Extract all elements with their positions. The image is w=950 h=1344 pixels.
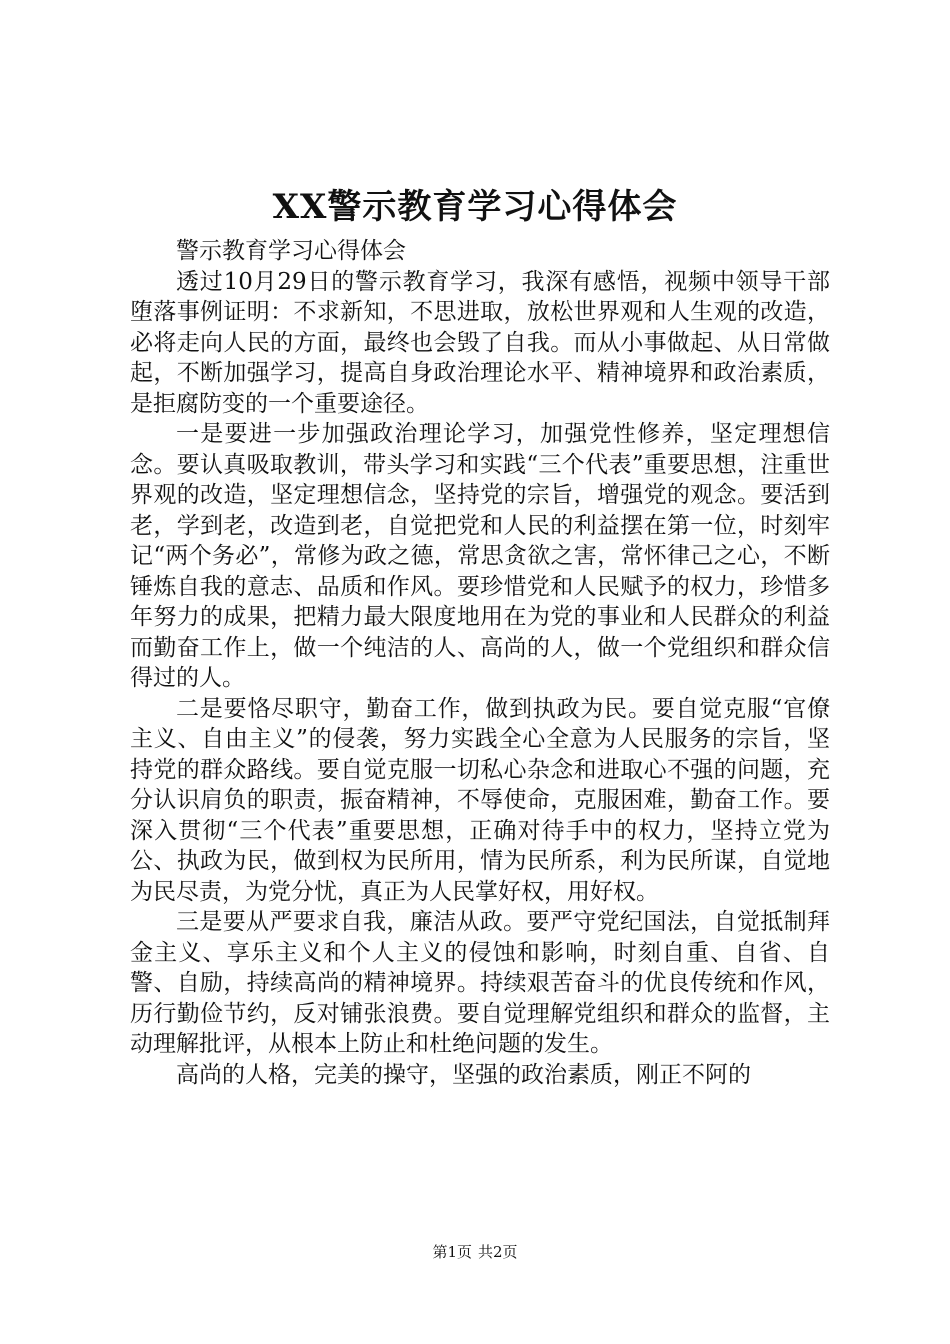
subtitle-paragraph: 警示教育学习心得体会 bbox=[176, 238, 406, 264]
page-footer bbox=[0, 1242, 950, 1262]
closing-paragraph: 高尚的人格，完美的操守，坚强的政治素质，刚正不阿的 bbox=[176, 1061, 751, 1088]
document-title: XX警示教育学习心得体会 bbox=[272, 187, 678, 227]
point-three-paragraph: 三是要从严要求自我，廉洁从政。要严守党纪国法，自觉抵制拜金主义、享乐主义和个人主义的侵蚀和影响，时刻自重、自省、自警、自励，持续高尚的精神境界。持续艰苦奋斗的优良传统和作风，历行勤俭节约，反对铺张浪费。要自觉理解党组织和群众的监督，主动理解批评，从根本上防止和杜绝问题的发生。 bbox=[130, 909, 830, 1057]
intro-paragraph: 透过10月29日的警示教育学习，我深有感悟，视频中领导干部堕落事例证明：不求新知，不思进取，放松世界观和人生观的改造，必将走向人民的方面，最终也会毁了自我。而从小事做起、从日常做起，不断加强学习，提高自身政治理论水平、精神境界和政治素质，是拒腐防变的一个重要途径。 bbox=[130, 268, 830, 417]
point-two-paragraph: 二是要恪尽职守，勤奋工作，做到执政为民。要自觉克服“官僚主义、自由主义”的侵袭，努力实践全心全意为人民服务的宗旨，坚持党的群众路线。要自觉克服一切私心杂念和进取心不强的问题，充分认识肩负的职责，振奋精神，不辱使命，克服困难，勤奋工作。要深入贯彻“三个代表”重要思想，正确对待手中的权力，坚持立党为公、执政为民，做到权为民所用，情为民所系，利为民所谋，自觉地为民尽责，为党分忧，真正为人民掌好权，用好权。 bbox=[130, 695, 830, 905]
page-number: 第1页 bbox=[432, 1243, 472, 1261]
page-total: 共2页 bbox=[478, 1243, 518, 1261]
document-body bbox=[130, 236, 830, 1090]
point-one-paragraph: 一是要进一步加强政治理论学习，加强党性修养，坚定理想信念。要认真吸取教训，带头学习和实践“三个代表”重要思想，注重世界观的改造，坚定理想信念，坚持党的宗旨，增强党的观念。要活到老，学到老，改造到老，自觉把党和人民的利益摆在第一位，时刻牢记“两个务必”，常修为政之德，常思贪欲之害，常怀律己之心，不断锤炼自我的意志、品质和作风。要珍惜党和人民赋予的权力，珍惜多年努力的成果，把精力最大限度地用在为党的事业和人民群众的利益而勤奋工作上，做一个纯洁的人、高尚的人，做一个党组织和群众信得过的人。 bbox=[130, 421, 830, 691]
